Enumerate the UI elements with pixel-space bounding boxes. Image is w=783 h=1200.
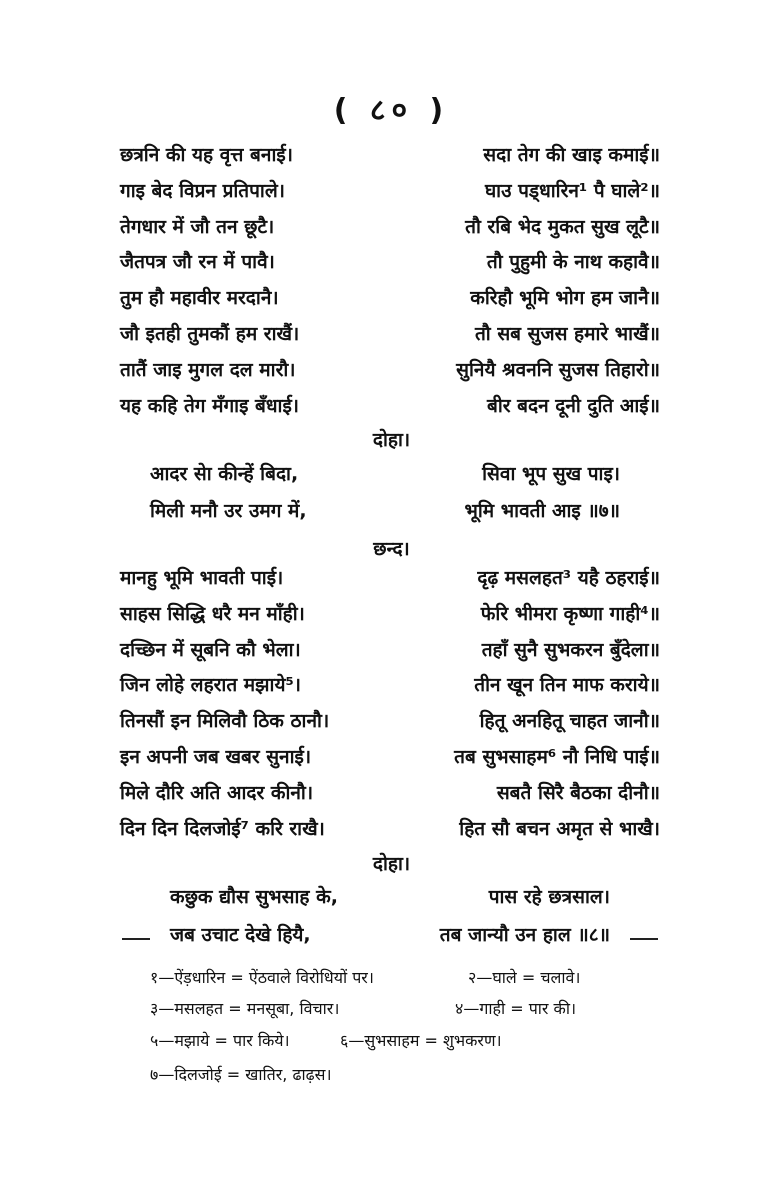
footnote-divider-right bbox=[630, 938, 658, 940]
verse-line bbox=[120, 561, 660, 597]
footnote: ५—मझाये = पार किये। bbox=[150, 1031, 290, 1050]
verse-first-half: जौ इतही तुमकौं हम राखैं। bbox=[120, 322, 300, 345]
verse-second-half: सदा तेग की खाइ कमाई॥ bbox=[483, 144, 660, 166]
verse-line bbox=[120, 174, 660, 210]
verse-block-2 bbox=[120, 561, 660, 847]
doha-heading: दोहा। bbox=[372, 429, 411, 451]
verse-second-half: तौ पुहुमी के नाथ कहावै॥ bbox=[486, 251, 660, 274]
verse-first-half: दिन दिन दिलजोई⁷ करि राखै। bbox=[120, 817, 325, 840]
footnote: ३—मसलहत = मनसूबा, विचार। bbox=[150, 999, 340, 1018]
verse-second-half: घाउ पड्धारिन¹ पै घाले²॥ bbox=[484, 179, 660, 202]
verse-line bbox=[120, 597, 660, 633]
chhand-heading: छन्द। bbox=[373, 538, 410, 560]
verse-second-half: दृढ़ मसलहत³ यहै ठहराई॥ bbox=[477, 567, 660, 589]
verse-second-half: तौ सब सुजस हमारे भाखैं॥ bbox=[474, 322, 660, 345]
verse-line bbox=[120, 633, 660, 669]
verse-first-half: मिले दौरि अति आदर कीनौ। bbox=[120, 781, 314, 804]
verse-first-half: तिनसौं इन मिलिवौ ठिक ठानौ। bbox=[120, 710, 330, 733]
verse-line bbox=[120, 210, 660, 246]
doha-heading: दोहा। bbox=[372, 853, 411, 875]
footnote: ७—दिलजोई = खातिर, ढाढ़स। bbox=[150, 1065, 332, 1084]
verse-second-half: सुनियै श्रवननि सुजस तिहारो॥ bbox=[456, 358, 660, 381]
verse-second-half: फेरि भीमरा कृष्णा गाही⁴॥ bbox=[480, 602, 660, 625]
verse-second-half: हित सौ बचन अमृत से भाखै। bbox=[459, 817, 660, 840]
verse-first-half: तुम हौ महावीर मरदानै। bbox=[120, 287, 279, 310]
verse-line bbox=[120, 704, 660, 740]
verse-line bbox=[120, 668, 660, 704]
verse-second-half: हितू अनहितू चाहत जानौ॥ bbox=[479, 710, 660, 733]
doha-second-half: तब जान्यौ उन हाल ॥८॥ bbox=[439, 924, 610, 946]
verse-second-half: बीर बदन दूनी दुति आई॥ bbox=[486, 394, 660, 417]
verse-line bbox=[120, 389, 660, 425]
doha-first-half: मिली मनौ उर उमग में, bbox=[150, 500, 307, 522]
verse-first-half: साहस सिद्धि धरै मन माँही। bbox=[120, 602, 305, 625]
doha-first-half: जब उचाट देखे हियै, bbox=[170, 924, 311, 946]
doha-line bbox=[170, 921, 610, 947]
verse-first-half: इन अपनी जब खबर सुनाई। bbox=[120, 745, 312, 768]
verse-first-half: गाइ बेद विप्रन प्रतिपाले। bbox=[120, 179, 285, 202]
verse-first-half: जैतपत्र जौ रन में पावै। bbox=[120, 251, 275, 274]
verse-line bbox=[120, 812, 660, 848]
doha-second-half: पास रहे छत्रसाल। bbox=[488, 886, 610, 908]
verse-line bbox=[120, 317, 660, 353]
footnote: ६—सुभसाहम = शुभकरण। bbox=[340, 1031, 502, 1050]
verse-line bbox=[120, 138, 660, 174]
verse-first-half: तेगधार में जौ तन छूटै। bbox=[120, 215, 275, 238]
doha-line bbox=[170, 883, 610, 909]
verse-second-half: तब सुभसाहम⁶ नौ निधि पाई॥ bbox=[454, 745, 660, 768]
footnote: १—ऐंड़धारिन = ऐंठवाले विरोधियों पर। bbox=[150, 968, 374, 987]
verse-second-half: सबतै सिरै बैठका दीनौ॥ bbox=[496, 781, 660, 804]
doha-first-half: आदर सेा कीन्हें बिदा, bbox=[150, 463, 299, 485]
verse-line bbox=[120, 245, 660, 281]
verse-second-half: करिहौ भूमि भोग हम जानै॥ bbox=[470, 287, 660, 310]
verse-line bbox=[120, 740, 660, 776]
verse-line bbox=[120, 281, 660, 317]
verse-first-half: जिन लोहे लहरात मझाये⁵। bbox=[120, 674, 301, 697]
doha-second-half: सिवा भूप सुख पाइ। bbox=[482, 463, 620, 485]
page-number: ( ८० ) bbox=[333, 93, 450, 128]
verse-second-half: तीन खून तिन माफ कराये॥ bbox=[474, 674, 660, 697]
verse-first-half: छत्रनि की यह वृत्त बनाई। bbox=[120, 144, 293, 166]
verse-first-half: मानहु भूमि भावती पाई। bbox=[120, 567, 284, 589]
verse-second-half: तौ रबि भेद मुकत सुख लूटै॥ bbox=[465, 215, 660, 238]
verse-line bbox=[120, 353, 660, 389]
verse-line bbox=[120, 776, 660, 812]
verse-second-half: तहाँ सुनै सुभकरन बुँदेला॥ bbox=[481, 638, 660, 661]
doha-second-half: भूमि भावती आइ ॥७॥ bbox=[464, 500, 620, 522]
footnote: २—घाले = चलावे। bbox=[468, 968, 581, 987]
footnote-divider-left bbox=[122, 938, 150, 940]
verse-block-1 bbox=[120, 138, 660, 424]
verse-first-half: दच्छिन में सूबनि कौ भेला। bbox=[120, 638, 301, 661]
doha-line bbox=[150, 497, 620, 523]
verse-first-half: यह कहि तेग मँगाइ बँधाई। bbox=[120, 394, 299, 417]
doha-line bbox=[150, 460, 620, 486]
footnote: ४—गाही = पार की। bbox=[455, 999, 577, 1018]
doha-first-half: कछुक द्यौस सुभसाह के, bbox=[170, 886, 338, 908]
verse-first-half: तातैं जाइ मुगल दल मारौ। bbox=[120, 358, 296, 381]
